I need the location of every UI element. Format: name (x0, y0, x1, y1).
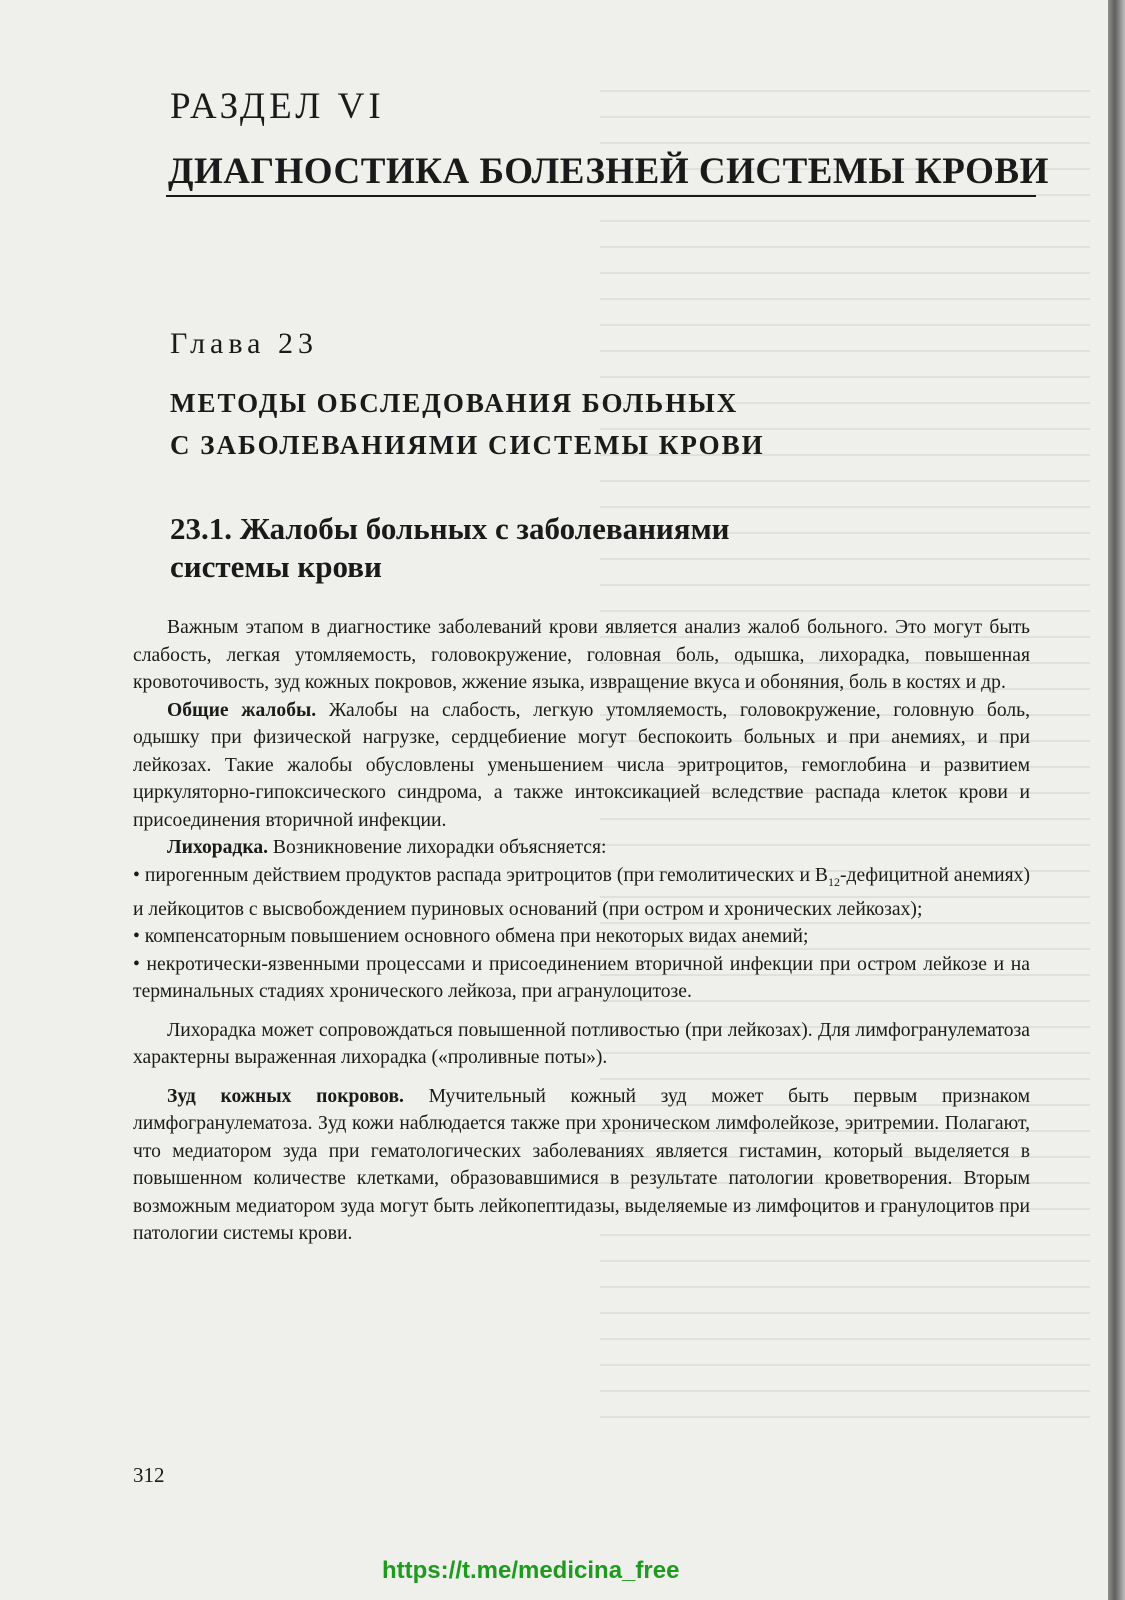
page-number: 312 (133, 1463, 165, 1487)
bullet-pyrogenic-part-2: -дефицитной анемиях) и лейкоцитов с высвобождением пуриновых оснований (при остром и хронических лейкозах); (133, 864, 1030, 920)
paragraph-general-complaints-text: Жалобы на слабость, легкую утомляемость, головокружение, головную боль, одышку при физической нагрузке, сердцебиение могут беспокоить больных и при анемиях, и при лейкозах. Такие жалобы обусловлены уменьшением числа эритроцитов, гемоглобина и развитием циркуляторно-гипоксического синдрома, а также интоксикацией вследствие распада клеток крови и присоединения вторичной инфекции. (133, 699, 1030, 831)
section-title: ДИАГНОСТИКА БОЛЕЗНЕЙ СИСТЕМЫ КРОВИ (168, 151, 1049, 192)
chapter-title-line-1: МЕТОДЫ ОБСЛЕДОВАНИЯ БОЛЬНЫХ (170, 388, 739, 418)
bullet-necrotic: • некротически-язвенными процессами и присоединением вторичной инфекции при остром лейкозе и на терминальных стадиях хронического лейкоза, при агранулоцитозе. (133, 953, 1030, 1003)
section-divider (166, 195, 1036, 197)
chapter-title (170, 382, 765, 466)
paragraph-general-complaints (133, 697, 1030, 835)
paragraph-fever-text: Возникновение лихорадки объясняется: (268, 837, 607, 858)
subsection-title (170, 510, 730, 586)
bullet-pyrogenic-subscript: 12 (827, 874, 840, 889)
bullet-pyrogenic-part-1: • пирогенным действием продуктов распада эритроцитов (при гемолитических и В (133, 864, 828, 886)
paragraph-itching (133, 1083, 1030, 1248)
chapter-label: Глава 23 (170, 327, 318, 360)
book-spine-shadow (1108, 0, 1125, 1600)
paragraph-sweating: Лихорадка может сопровождаться повышенной потливостью (при лейкозах). Для лимфогранулематоза характерны выраженная лихорадка («проливные поты»). (133, 1019, 1030, 1069)
subsection-title-line-1: 23.1. Жалобы больных с заболеваниями (170, 511, 730, 546)
bullet-metabolism: • компенсаторным повышением основного обмена при некоторых видах анемий; (133, 926, 809, 948)
footer-link[interactable]: https://t.me/medicina_free (382, 1557, 680, 1584)
paragraph-fever (133, 834, 1030, 862)
paragraph-intro: Важным этапом в диагностике заболеваний крови является анализ жалоб больного. Это могут быть слабость, легкая утомляемость, головокружение, головная боль, одышка, лихорадка, повышенная кровоточивость, зуд кожных покровов, жжение языка, извращение вкуса и обоняния, боль в костях и др. (133, 617, 1030, 693)
subsection-title-line-2: системы крови (170, 549, 382, 584)
term-itching: Зуд кожных покровов. (167, 1085, 404, 1107)
body-text (133, 614, 1030, 1248)
bullet-pyrogenic (133, 862, 1030, 924)
section-label: РАЗДЕЛ VI (170, 86, 385, 127)
term-fever: Лихорадка. (167, 837, 269, 858)
chapter-title-line-2: С ЗАБОЛЕВАНИЯМИ СИСТЕМЫ КРОВИ (170, 430, 765, 460)
term-general-complaints: Общие жалобы. (167, 699, 317, 721)
paragraph-itching-text: Мучительный кожный зуд может быть первым признаком лимфогранулематоза. Зуд кожи наблюдается также при хроническом лимфолейкозе, эритремии. Полагают, что медиатором зуда при гематологических заболеваниях является гистамин, который выделяется в повышенном количестве клетками, образовавшимися в результате патологии кроветворения. Вторым возможным медиатором зуда могут быть лейкопептидазы, выделяемые из лимфоцитов и гранулоцитов при патологии системы крови. (133, 1085, 1030, 1245)
